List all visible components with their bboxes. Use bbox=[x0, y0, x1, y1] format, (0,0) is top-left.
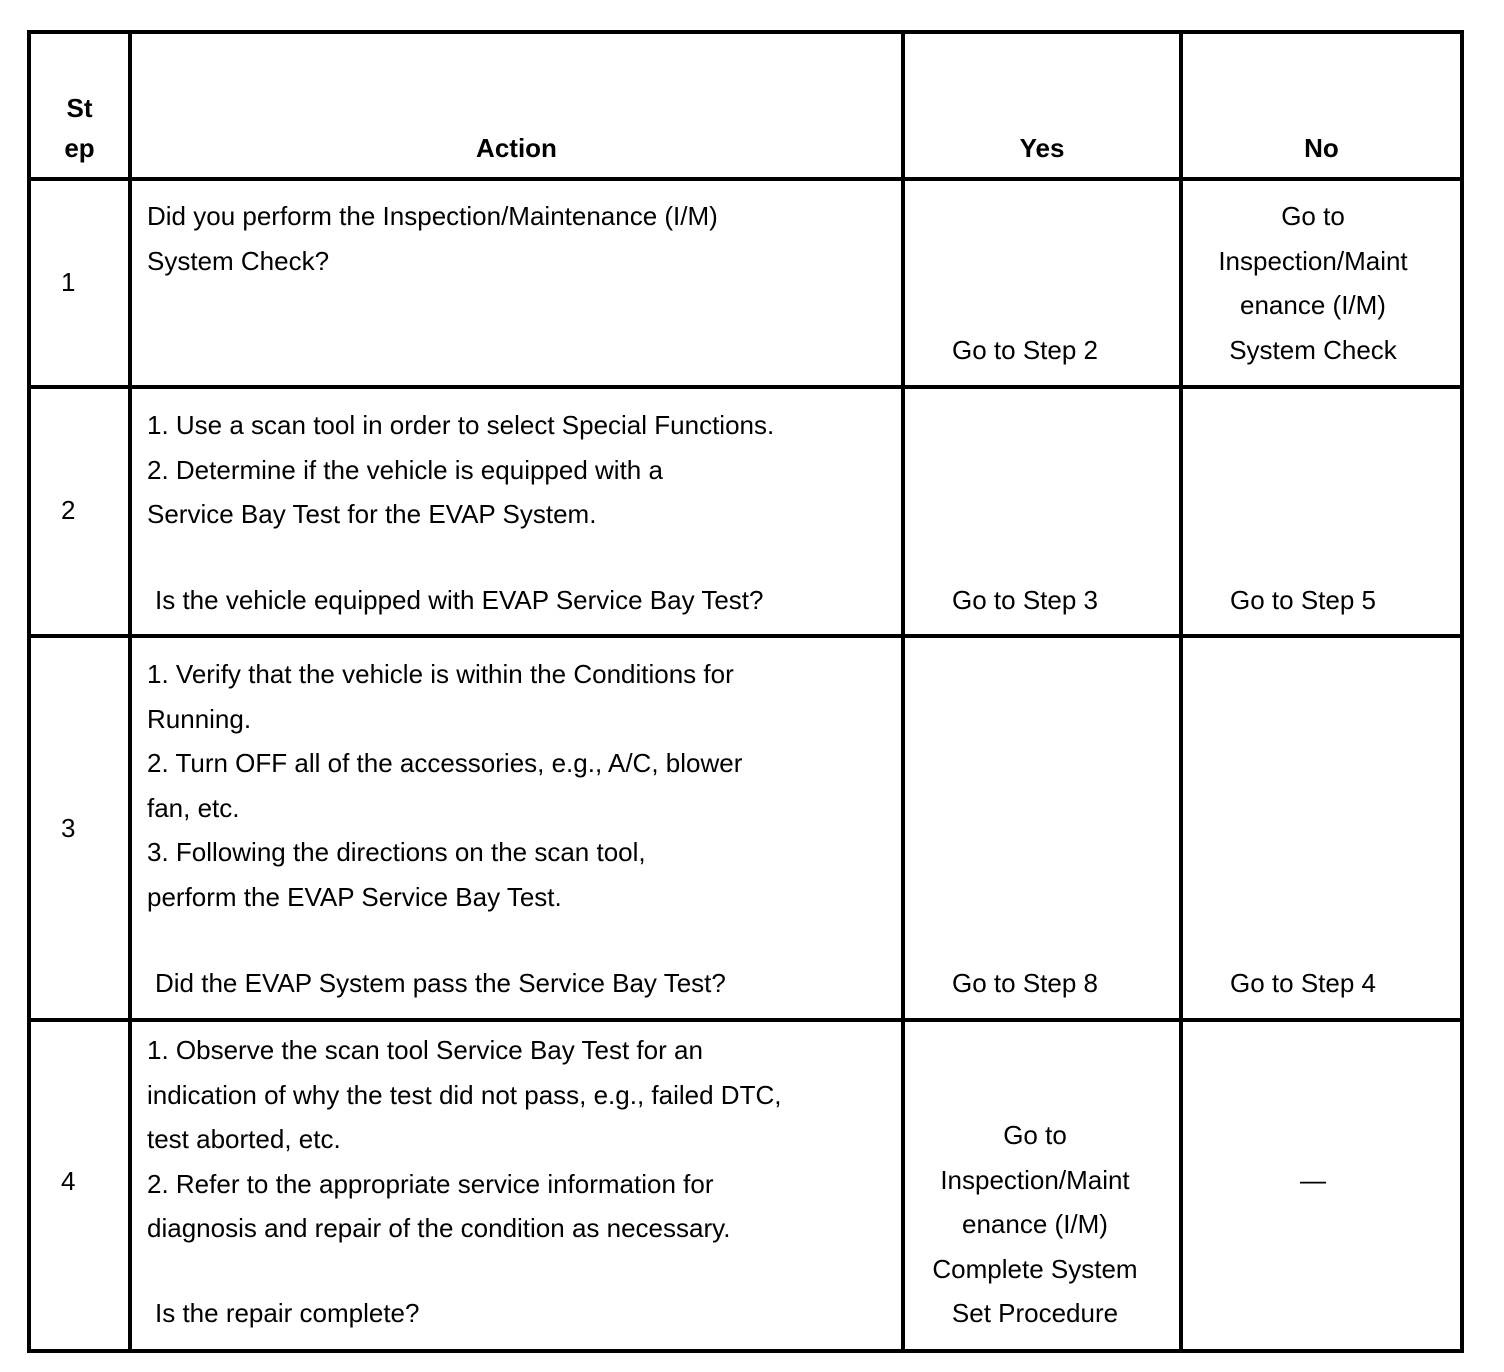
action-line: 1. Use a scan tool in order to select Special Functions. bbox=[147, 410, 775, 440]
action-text bbox=[147, 403, 774, 537]
header-action: Action bbox=[476, 133, 557, 163]
column-divider bbox=[128, 30, 132, 1353]
no-line: Go to bbox=[1281, 201, 1345, 231]
yes-result: Go to Step 8 bbox=[952, 968, 1098, 998]
header-no: No bbox=[1304, 133, 1339, 163]
yes-line: Inspection/Maint bbox=[940, 1164, 1130, 1195]
action-line: Service Bay Test for the EVAP System. bbox=[147, 499, 597, 529]
no-result: — bbox=[1300, 1165, 1326, 1195]
step-number: 2 bbox=[61, 495, 76, 525]
action-text bbox=[147, 652, 742, 919]
yes-result bbox=[905, 1113, 1165, 1336]
action-line: 2. Turn OFF all of the accessories, e.g., A/C, blower bbox=[147, 748, 743, 778]
yes-line: Complete System bbox=[932, 1253, 1138, 1284]
no-result: Go to Step 4 bbox=[1230, 968, 1376, 998]
row-divider bbox=[27, 634, 1464, 638]
no-result: Go to Step 5 bbox=[1230, 585, 1376, 615]
action-line: 1. Verify that the vehicle is within the Conditions for bbox=[147, 659, 734, 689]
no-result bbox=[1183, 194, 1443, 372]
step-number: 3 bbox=[61, 813, 76, 843]
action-question: Did the EVAP System pass the Service Bay Test? bbox=[155, 968, 726, 998]
no-line: enance (I/M) bbox=[1240, 290, 1386, 320]
no-line: Inspection/Maint bbox=[1218, 245, 1408, 276]
action-question: Is the repair complete? bbox=[155, 1298, 420, 1328]
yes-result: Go to Step 3 bbox=[952, 585, 1098, 615]
action-text bbox=[147, 194, 718, 283]
action-line: indication of why the test did not pass, e.g., failed DTC, bbox=[147, 1079, 782, 1110]
table-border-bottom bbox=[27, 1349, 1464, 1353]
action-line: System Check? bbox=[147, 245, 330, 276]
header-step-line1: St bbox=[66, 93, 93, 123]
diagnostic-table bbox=[27, 30, 1464, 1353]
row-divider bbox=[27, 1018, 1464, 1022]
row-divider bbox=[27, 385, 1464, 389]
action-line: 3. Following the directions on the scan tool, bbox=[147, 837, 646, 867]
table-border-top bbox=[27, 30, 1464, 34]
action-text bbox=[147, 1028, 781, 1251]
yes-line: Go to bbox=[1003, 1120, 1067, 1150]
action-line: diagnosis and repair of the condition as necessary. bbox=[147, 1213, 731, 1243]
action-line: Running. bbox=[147, 703, 252, 734]
header-yes: Yes bbox=[1019, 133, 1065, 163]
action-line: perform the EVAP Service Bay Test. bbox=[147, 881, 562, 912]
header-step-line2: ep bbox=[64, 133, 95, 163]
action-line: 2. Determine if the vehicle is equipped with a bbox=[147, 454, 663, 485]
header-divider bbox=[27, 177, 1464, 181]
action-line: 2. Refer to the appropriate service information for bbox=[147, 1168, 714, 1199]
header-step bbox=[31, 88, 128, 168]
table-border-right bbox=[1460, 30, 1464, 1353]
action-line: Did you perform the Inspection/Maintenance (I/M) bbox=[147, 201, 718, 231]
action-line: 1. Observe the scan tool Service Bay Test for an bbox=[147, 1035, 703, 1065]
yes-line: Set Procedure bbox=[951, 1298, 1119, 1328]
table-border-left bbox=[27, 30, 31, 1353]
yes-line: enance (I/M) bbox=[962, 1209, 1108, 1239]
yes-result: Go to Step 2 bbox=[952, 335, 1098, 365]
step-number: 1 bbox=[61, 267, 76, 297]
step-number: 4 bbox=[61, 1166, 76, 1196]
action-line: test aborted, etc. bbox=[147, 1124, 341, 1154]
action-question: Is the vehicle equipped with EVAP Service Bay Test? bbox=[155, 585, 764, 615]
action-line: fan, etc. bbox=[147, 792, 240, 823]
no-line: System Check bbox=[1229, 334, 1397, 365]
